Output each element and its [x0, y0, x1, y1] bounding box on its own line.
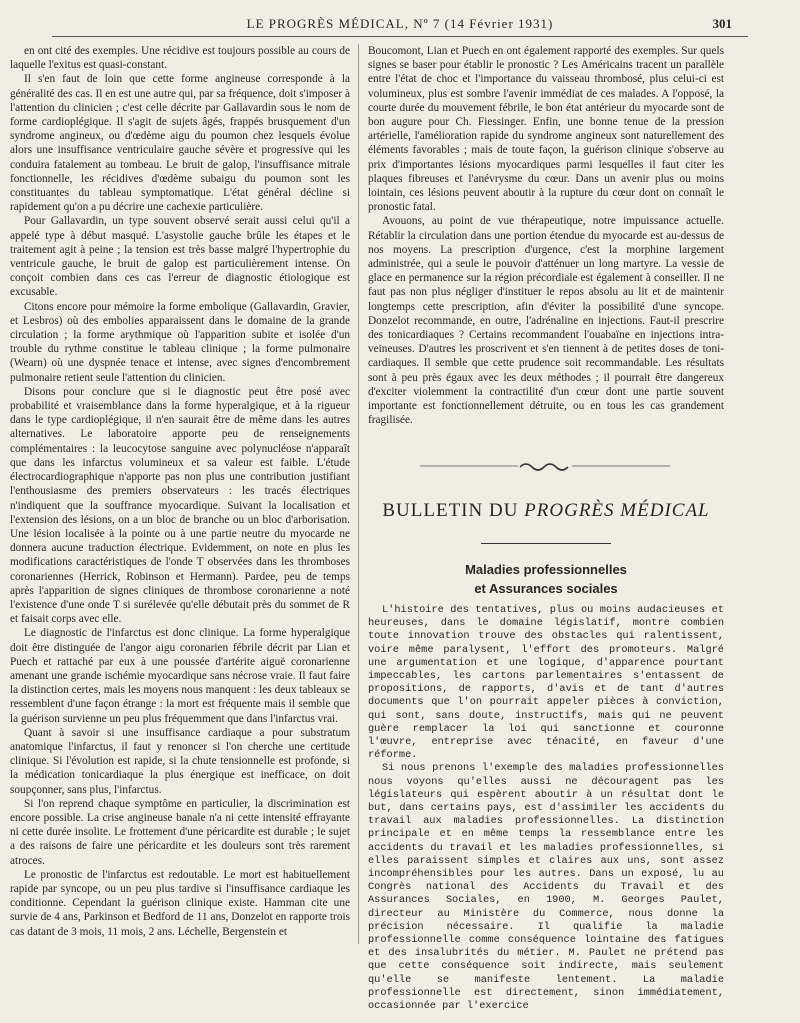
paragraph: Il s'en faut de loin que cette forme angineuse corresponde à la généralité des cas. Il en est une autre qui, par sa fréquence, doit s'imposer à l'attention du clinicien ; c'est celle décrite par Gallavardin sous le nom de forme cardioplégique. Il s'agit de sujets âgés, frappés brusquement d'un syndrome angineux, ou d'œdème aigu du poumon chez lesquels évolue alors une insuffisance ventriculaire gauche sévère et progressive qui les conduira fatalement au tombeau. Le bruit de galop, l'insuffisance mitrale fonctionnelle, les récidives d'œdème subaigu du poumon sont les constituantes du tableau symptomatique. L'état général décline si rapidement qu'on a pu décrire une cachexie particulière.: [10, 73, 350, 214]
paragraph: Quant à savoir si une insuffisance cardiaque a pour substratum anatomique l'infarctus, il faut y renoncer si l'on cherche une certitude clinique. Si l'évolution est rapide, si la chute tensionnelle est profonde, si la médication tonicardiaque la plus énergique est inefficace, on doit soupçonner, sans plus, l'infarctus.: [10, 726, 350, 796]
paragraph: Avouons, au point de vue thérapeutique, notre impuissance actuelle. Rétablir la circulation dans une portion étendue du myocarde est au-dessus de nos moyens. La prescription d'urgence, c'est la morphine largement administrée, qui a seule le pouvoir d'atténuer un long martyre. La vessie de glace en permanence sur la région précordiale est également à conseiller. Il ne faut pas non plus négliger d'instituer le repos absolu au lit et de maintenir longtemps cette prescription, afin d'éviter la possibilité d'une syncope. Donzelot recommande, en outre, l'adrénaline en injections. Faut-il prescrire des tonicardiaques ? Certains recommandent l'ouabaïne en injections intra-veineuses. D'autres les proscrivent et s'en tiennent à de petites doses de toni-cardiaques. Il semble que cette prudence soit recommandable. Les résultats sont à peu près égaux avec les deux méthodes ; il pourrait être dangereux d'exciter violemment la contractilité d'un cœur dont une partie souvent importante est fonctionnellement détruite, ou en tous les cas grandement fragilisée.: [368, 215, 724, 427]
article-title-line: et Assurances sociales: [474, 581, 618, 596]
page-header: [0, 16, 800, 38]
article-title: [368, 560, 724, 598]
article-body: [368, 604, 724, 1013]
column-divider: [358, 44, 359, 944]
paragraph: Si nous prenons l'exemple des maladies professionnelles nous voyons qu'elles aussi ne découragent pas les législateurs qui espèrent aboutir à un résultat dont le but, dans certains pays, est d'assimiler les accidents du travail aux maladies professionnelles. La distinction principale et en même temps la ressemblance entre les accidents du travail et les maladies professionnelles, si elles paraissent simples et claires aux uns, sont assez incompréhensibles pour les autres. Dans un exposé, lu au Congrès national des Accidents du Travail et des Assurances Sociales, en 1900, M. Georges Paulet, directeur au Ministère du Commerce, nous donne la précision nécessaire. Il qualifie la maladie professionnelle comme conséquence lointaine des fatigues et des insalubrités du métier. M. Paulet ne prétend pas que cette conséquence soit indirecte, mais seulement qu'elle se manifeste lentement. La maladie professionnelle est directement, sinon immédiatement, occasionnée par l'exercice: [368, 762, 724, 1013]
article-title-line: Maladies professionnelles: [465, 562, 627, 577]
paragraph: en ont cité des exemples. Une récidive est toujours possible au cours de laquelle l'exitus est quasi-constant.: [10, 45, 350, 72]
paragraph: Le diagnostic de l'infarctus est donc clinique. La forme hyperalgique doit être distinguée de l'angor aigu coronarien fébrile décrit par Lian et Puech et rattaché par eux à une poussée d'artérite aiguë coronarienne amenant une grande ischémie myocardique sans nécrose vraie. Il faut faire la distinction certes, mais les moyens nous manquent : les deux tableaux se ressemblent d'une façon étrange : la mort est fréquente mais il semble que la guérison survienne un peu plus fréquemment que dans l'infarctus vrai.: [10, 627, 350, 725]
bulletin-name: PROGRÈS MÉDICAL: [524, 500, 710, 521]
bulletin-heading: [368, 500, 724, 522]
page-number: 301: [712, 16, 732, 31]
paragraph: Le pronostic de l'infarctus est redoutable. Le mort est habituellement rapide par syncope, ou un peu plus tardive si l'insuffisance cardiaque les conditionne. Cependant la guérison clinique existe. Hamman cite une survie de 4 ans, Parkinson et Bedford de 11 ans, Donzelot en rapporte trois cas datant de 3 mois, 11 mois, 2 ans. Léchelle, Bergenstein et: [10, 868, 350, 938]
paragraph: Si l'on reprend chaque symptôme en particulier, la discrimination est encore possible. La crise angineuse banale n'a ni cette intensité effrayante ni cette durée insolite. Le frottement d'une péricardite est durable ; le sujet a des raisons de faire une péricardite et les douleurs sont très rarement atroces.: [10, 797, 350, 867]
header-rule: [52, 36, 748, 37]
paragraph: Boucomont, Lian et Puech en ont également rapporté des exemples. Sur quels signes se baser pour établir le pronostic ? Les Américains tracent un parallèle entre l'état de choc et l'importance du vaisseau thrombosé, plus celui-ci est volumineux, plus est sombre l'avenir immédiat de ces malades. A l'opposé, la courte durée du mouvement fébrile, le bon état antérieur du myocarde sont de bon augure pour Ch. Fiessinger. Enfin, une bonne tenue de la pression artérielle, l'amélioration rapide du syndrome angineux sont naturellement des éléments favorables ; mais de toute façon, la guérison clinique s'observe au prix d'importantes lésions myocardiques parmi lesquelles il faut citer les plaques fibreuses et l'anévrysme du cœur. Dans un avenir plus ou moins lointain, ces lésions peuvent aboutir à la rupture du cœur dont on connaît le pronostic fatal.: [368, 45, 724, 214]
paragraph: Pour Gallavardin, un type souvent observé serait aussi celui qu'il a appelé type à début masqué. L'asystolie gauche brûle les étapes et le traitement agit à peine ; la tension est très basse malgré l'hypertrophie du ventricule gauche, le bruit de galop est particulièrement intense. On conçoit combien dans ces cas l'erreur de diagnostic étiologique est excusable.: [10, 215, 350, 299]
bulletin-prefix: BULLETIN DU: [382, 500, 519, 521]
paragraph: Citons encore pour mémoire la forme embolique (Gallavardin, Gravier, et Lesbros) où des embolies apparaissent dans le domaine de la grande circulation ; la forme arythmique où l'apparition subite et isolée d'un trouble du rythme constitue le tableau clinique ; la forme pulmonaire (Wearn) où une dyspnée tenace et intense, avec signes d'encombrement pulmonaire retient seule l'attention du clinicien.: [10, 300, 350, 384]
ornament-divider: [420, 459, 670, 473]
paragraph: L'histoire des tentatives, plus ou moins audacieuses et heureuses, dans le domaine législatif, montre combien toute innovation trouve des obstacles qui ralentissent, voire même paralysent, l'effort des promoteurs. Malgré une argumentation et une logique, d'apparence pourtant impeccables, les cartons parlementaires s'entassent de propositions, de rapports, d'avis et de tant d'autres documents que l'on pourrait appeler pièces à conviction, qui sont, sans doute, instructifs, mais qui ne peuvent guère remplacer la loi qui sanctionne et couronne l'œuvre, entreprise avec ténacité, en faveur d'une réforme.: [368, 604, 724, 762]
paragraph: Disons pour conclure que si le diagnostic peut être posé avec probabilité et vraisemblance dans la forme hyperalgique, et à la rigueur dans le type cardioplégique, il n'en saurait être de même dans les autres alternatives. Le laboratoire apporte peu de renseignements complémentaires : la leucocytose sanguine avec polynucléose n'apparaît que dans les infarctus volumineux et sa valeur est faible. L'étude électrocardiographique n'apporte pas non plus une contribution justifiant l'enthousiasme des premiers observateurs : les tracés électriques n'indiquent que la souffrance myocardique. Suivant la localisation et l'extension des lésions, on a un bloc de branche ou un bloc d'arborisation. Une lésion localisée à la pointe ou à une partie neutre du myocarde ne donnera aucune traduction électrique. Evidemment, on note en plus les modifications caractéristiques de l'onde T observées dans les thromboses coronariennes (Herrick, Robinson et Hermann). Pardee, peu de temps après l'apparition de signes cliniques de thrombose coronarienne a noté l'existence d'une onde T si surélevée qu'elle débutait près du sommet de R et faisait corps avec elle.: [10, 385, 350, 626]
bulletin-rule: [368, 543, 724, 544]
left-column: [10, 44, 350, 939]
running-title: LE PROGRÈS MÉDICAL, Nº 7 (14 Février 1931): [246, 16, 554, 31]
right-column: [368, 44, 724, 427]
